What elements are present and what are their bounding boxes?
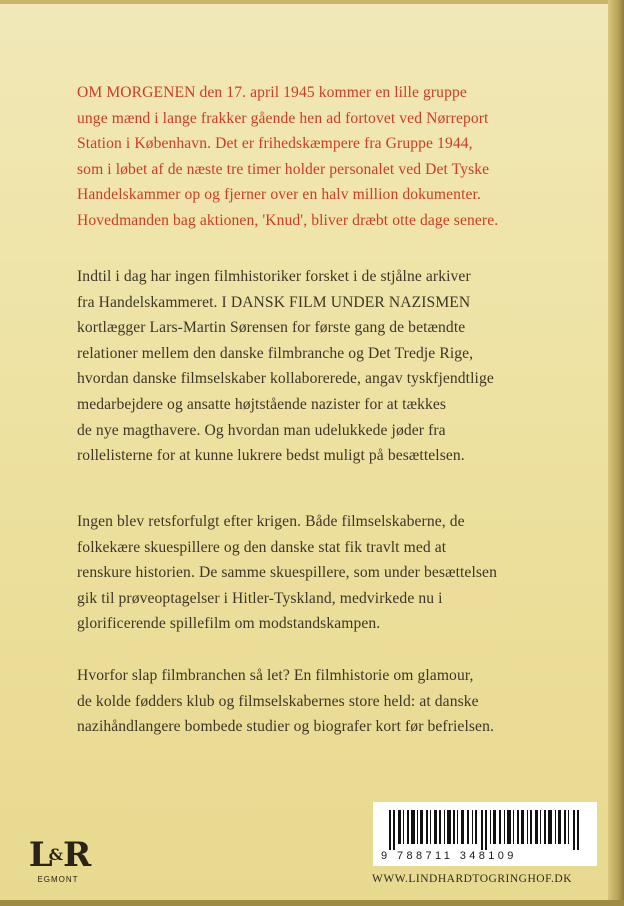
barcode-number: 9 788711 348109 — [381, 850, 517, 862]
body-paragraph-3 — [77, 663, 547, 740]
body-paragraph-2 — [77, 509, 547, 637]
barcode-bars — [389, 810, 581, 850]
intro-line: Station i København. Det er frihedskæmpere fra Gruppe 1944, — [77, 135, 473, 153]
paragraph-line: hvordan danske filmselskaber kollaborerede, angav tyskfjendtlige — [77, 370, 494, 388]
paragraph-line: Hvorfor slap filmbranchen så let? En filmhistorie om glamour, — [77, 667, 474, 684]
cover-bottom-edge — [0, 900, 624, 906]
intro-paragraph — [77, 80, 547, 234]
paragraph-line: Indtil i dag har ingen filmhistoriker forsket i de stjålne arkiver — [77, 268, 471, 285]
intro-line: Handelskammer op og fjerner over en halv million dokumenter. — [77, 186, 481, 204]
cover-spine-edge — [608, 0, 624, 906]
publisher-mark — [28, 836, 88, 874]
paragraph-line: gik til prøveoptagelser i Hitler-Tyskland, medvirkede nu i — [77, 589, 443, 607]
paragraph-line: rollelisterne for at kunne lukrere bedst muligt på besættelsen. — [77, 447, 465, 465]
publisher-website: WWW.LINDHARDTOGRINGHOF.DK — [372, 873, 573, 885]
paragraph-line: de kolde fødders klub og filmselskabernes store held: at danske — [77, 692, 479, 710]
intro-line: OM MORGENEN den 17. april 1945 kommer en lille gruppe — [77, 84, 467, 101]
paragraph-line: medarbejdere og ansatte højtstående nazister for at tækkes — [77, 395, 447, 413]
paragraph-line: nazihåndlangere bombede studier og biografer kort før befrielsen. — [77, 718, 494, 736]
paragraph-line: Ingen blev retsforfulgt efter krigen. Både filmselskaberne, de — [77, 513, 465, 530]
paragraph-line: de nye magthavere. Og hvordan man udelukkede jøder fra — [77, 421, 446, 439]
cover-top-edge — [0, 0, 624, 4]
intro-line: Hovedmanden bag aktionen, 'Knud', bliver dræbt otte dage senere. — [77, 211, 499, 229]
paragraph-line: renskure historien. De samme skuespillere, som under besættelsen — [77, 564, 497, 582]
publisher-mark-left: L — [28, 835, 49, 875]
paragraph-line: relationer mellem den danske filmbranche og Det Tredje Rige, — [77, 344, 474, 362]
publisher-logo — [28, 836, 88, 892]
paragraph-line: kortlægger Lars-Martin Sørensen for første gang de betændte — [77, 319, 466, 337]
paragraph-line: fra Handelskammeret. I DANSK FILM UNDER NAZISMEN — [77, 293, 471, 311]
paragraph-line: glorificerende spillefilm om modstandskampen. — [77, 615, 381, 633]
publisher-mark-right: R — [63, 835, 88, 875]
body-paragraph-1 — [77, 264, 547, 469]
intro-line: som i løbet af de næste tre timer holder personalet ved Det Tyske — [77, 160, 490, 178]
paragraph-line: folkekære skuespillere og den danske stat fik travlt med at — [77, 538, 447, 556]
intro-line: unge mænd i lange frakker gående hen ad fortovet ved Nørreport — [77, 109, 489, 127]
barcode — [373, 802, 597, 866]
publisher-name: EGMONT — [37, 875, 79, 884]
publisher-mark-amp: & — [48, 845, 64, 864]
